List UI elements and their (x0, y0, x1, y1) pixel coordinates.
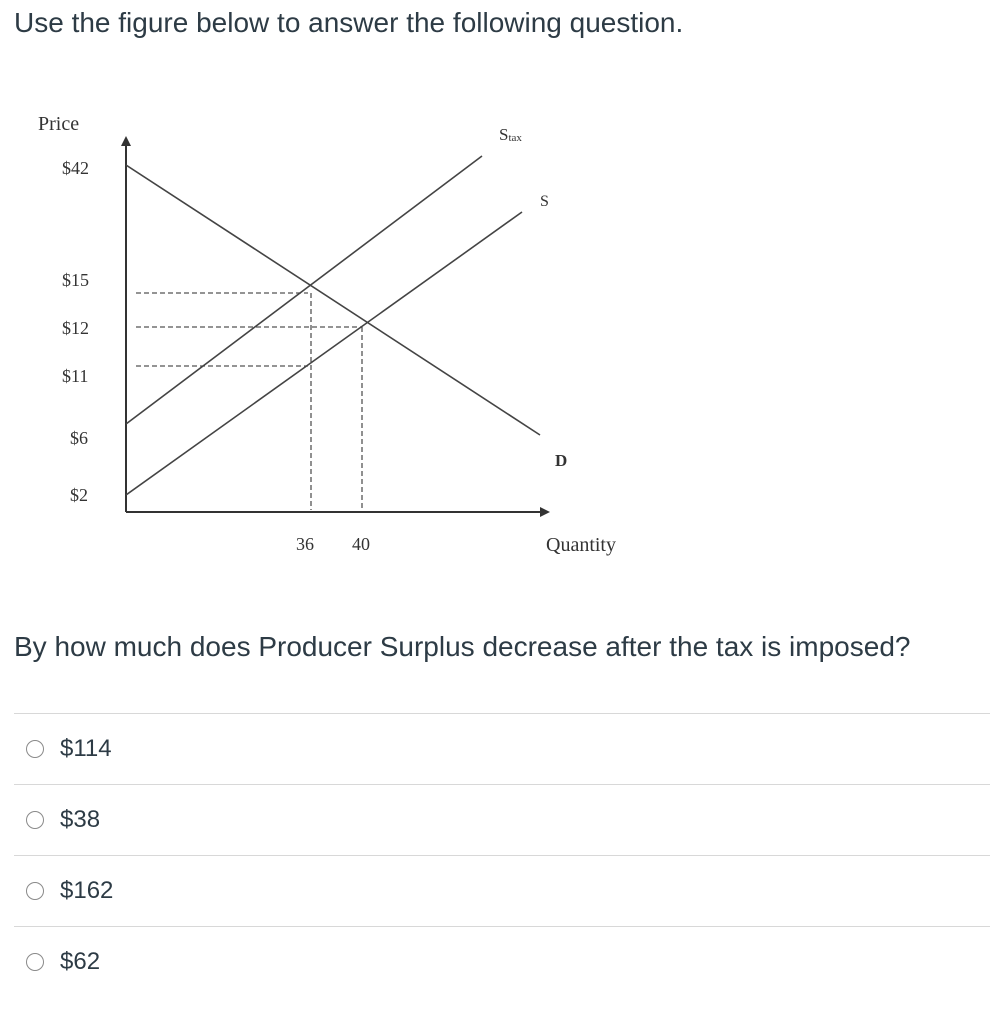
answer-label: $62 (60, 948, 101, 975)
x-tick-label: 36 (296, 534, 314, 554)
answer-label: $114 (60, 735, 112, 762)
y-tick-label: $2 (70, 485, 88, 505)
y-axis-label: Price (38, 113, 80, 135)
question-text: By how much does Producer Surplus decrease after the tax is imposed? (14, 631, 911, 662)
answer-option[interactable] (14, 713, 990, 784)
supply-tax-label-sub: tax (508, 132, 522, 144)
supply-tax-label-main: S (499, 125, 509, 144)
answer-option[interactable] (14, 784, 990, 855)
answer-option[interactable] (14, 926, 990, 997)
x-axis-arrow (540, 507, 550, 517)
y-tick-label: $12 (62, 318, 89, 338)
x-axis-label: Quantity (546, 534, 616, 556)
radio-icon[interactable] (26, 740, 44, 758)
y-tick-label: $15 (62, 270, 89, 290)
demand-curve (126, 165, 540, 435)
answer-label: $38 (60, 806, 101, 833)
y-tick-label: $11 (62, 366, 89, 386)
supply-tax-label (499, 125, 522, 144)
intro-text: Use the figure below to answer the following question. (14, 7, 684, 38)
answer-list (14, 713, 990, 997)
y-axis-arrow (121, 136, 131, 146)
y-tick-label: $6 (70, 428, 88, 448)
x-tick-label: 40 (352, 534, 370, 554)
supply-demand-figure (0, 100, 660, 570)
supply-tax-curve (126, 156, 482, 424)
radio-icon[interactable] (26, 953, 44, 971)
answer-label: $162 (60, 877, 114, 904)
radio-icon[interactable] (26, 811, 44, 829)
y-tick-label: $42 (62, 158, 89, 178)
demand-label: D (555, 451, 568, 470)
supply-label: S (540, 193, 549, 210)
supply-curve (126, 212, 522, 495)
answer-option[interactable] (14, 855, 990, 926)
radio-icon[interactable] (26, 882, 44, 900)
